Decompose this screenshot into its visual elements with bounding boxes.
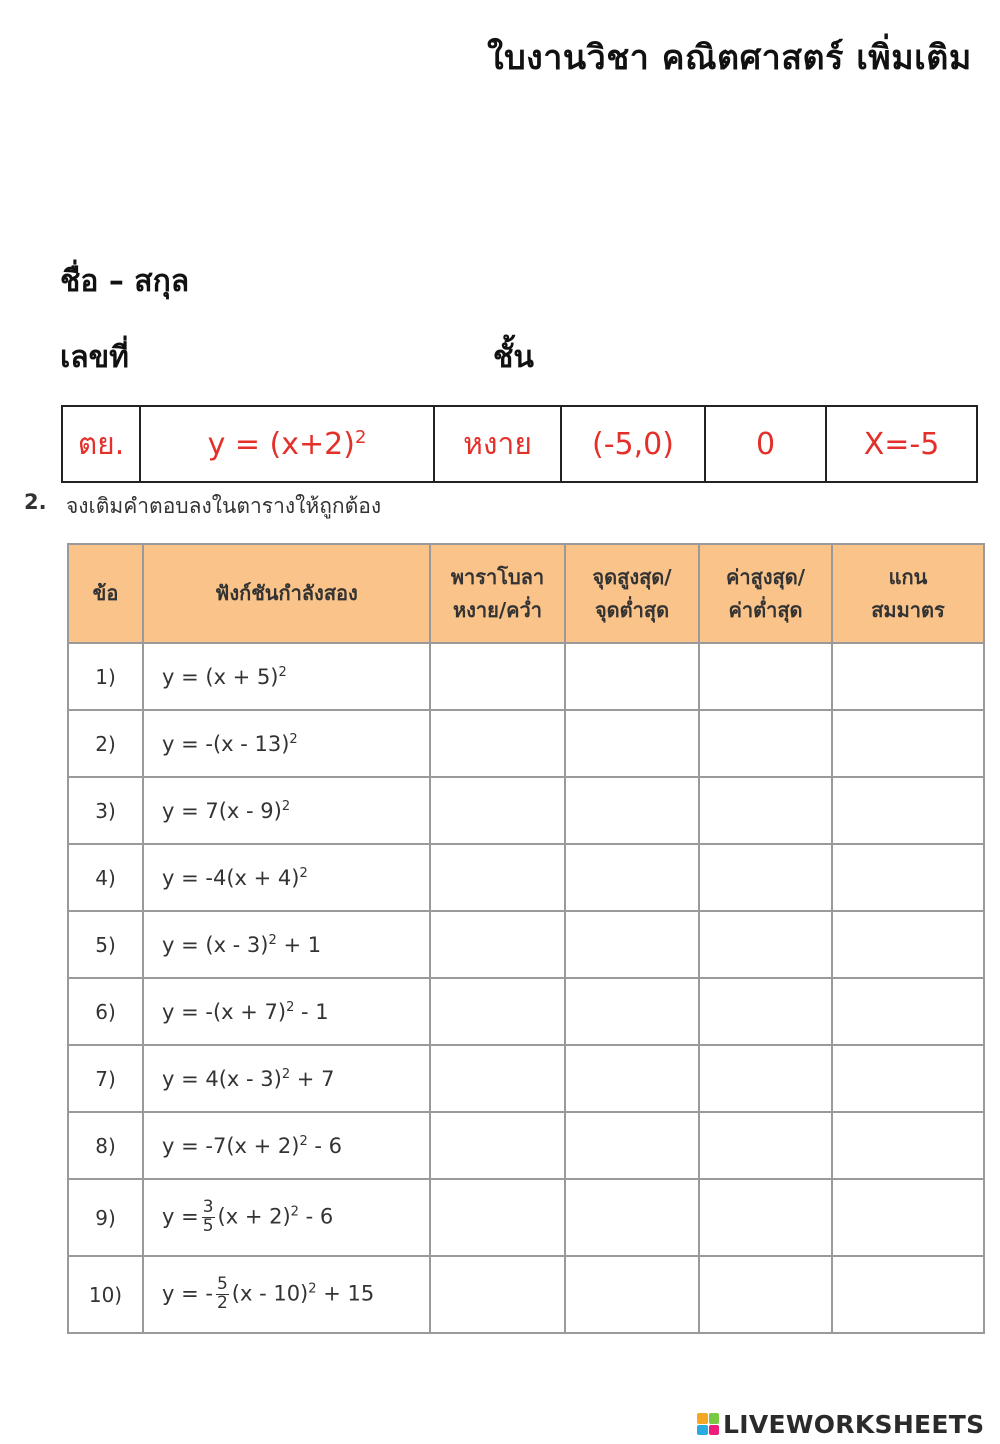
answer-vertex-cell[interactable] xyxy=(565,1112,699,1179)
header-extreme-value: ค่าสูงสุด/ ค่าต่ำสุด xyxy=(699,544,832,643)
table-row xyxy=(68,1112,984,1179)
answer-direction-cell[interactable] xyxy=(430,777,565,844)
fraction: $\frac{5}{2}$ xyxy=(216,1274,228,1313)
answer-direction-cell[interactable] xyxy=(430,1179,565,1256)
answer-extreme-cell[interactable] xyxy=(699,1179,832,1256)
example-row-table xyxy=(61,405,978,483)
row-number: 6) xyxy=(68,978,143,1045)
question-instruction: จงเติมคำตอบลงในตารางให้ถูกต้อง xyxy=(66,494,382,518)
example-function: $y = (x+2)^2$ xyxy=(140,406,434,482)
liveworksheets-logo xyxy=(697,1407,984,1441)
answer-direction-cell[interactable] xyxy=(430,710,565,777)
answer-extreme-cell[interactable] xyxy=(699,710,832,777)
table-row xyxy=(68,911,984,978)
table-row xyxy=(68,643,984,710)
answer-axis-cell[interactable] xyxy=(832,1112,984,1179)
liveworksheets-icon xyxy=(697,1413,719,1435)
table-row xyxy=(68,978,984,1045)
answer-extreme-cell[interactable] xyxy=(699,777,832,844)
answer-axis-cell[interactable] xyxy=(832,911,984,978)
answer-direction-cell[interactable] xyxy=(430,978,565,1045)
answer-extreme-cell[interactable] xyxy=(699,1112,832,1179)
answer-vertex-cell[interactable] xyxy=(565,1179,699,1256)
answer-extreme-cell[interactable] xyxy=(699,1256,832,1333)
row-number: 9) xyxy=(68,1179,143,1256)
answer-direction-cell[interactable] xyxy=(430,643,565,710)
row-function: y = - $\frac{5}{2}$ (x - 10)$^2$ + 15 xyxy=(143,1256,430,1333)
class-label: ชั้น xyxy=(493,340,534,375)
answer-vertex-cell[interactable] xyxy=(565,1045,699,1112)
answer-vertex-cell[interactable] xyxy=(565,777,699,844)
answer-axis-cell[interactable] xyxy=(832,710,984,777)
header-item-number: ข้อ xyxy=(68,544,143,643)
row-number: 2) xyxy=(68,710,143,777)
table-row xyxy=(68,844,984,911)
answer-axis-cell[interactable] xyxy=(832,643,984,710)
row-number: 5) xyxy=(68,911,143,978)
answer-vertex-cell[interactable] xyxy=(565,643,699,710)
answer-extreme-cell[interactable] xyxy=(699,978,832,1045)
row-number: 1) xyxy=(68,643,143,710)
row-function: y = 4(x - 3)$^2$ + 7 xyxy=(143,1045,430,1112)
answer-axis-cell[interactable] xyxy=(832,777,984,844)
row-number: 4) xyxy=(68,844,143,911)
example-vertex: (-5,0) xyxy=(561,406,705,482)
answer-direction-cell[interactable] xyxy=(430,844,565,911)
answer-axis-cell[interactable] xyxy=(832,1256,984,1333)
example-shape: หงาย xyxy=(434,406,561,482)
table-header-row xyxy=(68,544,984,643)
answer-table xyxy=(67,543,985,1334)
row-function: y = (x - 3)$^2$ + 1 xyxy=(143,911,430,978)
example-axis: X=-5 xyxy=(826,406,977,482)
answer-extreme-cell[interactable] xyxy=(699,643,832,710)
table-row xyxy=(68,710,984,777)
table-row xyxy=(68,1045,984,1112)
answer-extreme-cell[interactable] xyxy=(699,844,832,911)
header-vertex: จุดสูงสุด/ จุดต่ำสุด xyxy=(565,544,699,643)
answer-direction-cell[interactable] xyxy=(430,911,565,978)
worksheet-title: ใบงานวิชา คณิตศาสตร์ เพิ่มเติม xyxy=(487,38,972,78)
row-number: 10) xyxy=(68,1256,143,1333)
answer-axis-cell[interactable] xyxy=(832,1179,984,1256)
row-function: $y = -7(x + 2)^2 - 6$ xyxy=(143,1112,430,1179)
answer-vertex-cell[interactable] xyxy=(565,911,699,978)
answer-vertex-cell[interactable] xyxy=(565,710,699,777)
row-function: y = -(x - 13)$^2$ xyxy=(143,710,430,777)
header-parabola-direction: พาราโบลา หงาย/คว่ำ xyxy=(430,544,565,643)
table-row xyxy=(68,1179,984,1256)
header-axis-of-symmetry: แกน สมมาตร xyxy=(832,544,984,643)
example-row xyxy=(62,406,977,482)
example-extreme-value: 0 xyxy=(705,406,826,482)
row-function: y = $\frac{3}{5}$ $(x + 2)^2 - 6$ xyxy=(143,1179,430,1256)
answer-vertex-cell[interactable] xyxy=(565,844,699,911)
answer-direction-cell[interactable] xyxy=(430,1045,565,1112)
name-label: ชื่อ – สกุล xyxy=(60,264,190,299)
row-function: y = 7(x - 9)$^2$ xyxy=(143,777,430,844)
answer-axis-cell[interactable] xyxy=(832,1045,984,1112)
row-number: 8) xyxy=(68,1112,143,1179)
table-body xyxy=(68,643,984,1333)
question-number: 2. xyxy=(24,490,47,514)
table-row xyxy=(68,777,984,844)
answer-extreme-cell[interactable] xyxy=(699,1045,832,1112)
row-function: $y = -4(x + 4)^2$ xyxy=(143,844,430,911)
answer-vertex-cell[interactable] xyxy=(565,978,699,1045)
table-row xyxy=(68,1256,984,1333)
header-function: ฟังก์ชันกำลังสอง xyxy=(143,544,430,643)
row-function: $y = (x + 5)^2$ xyxy=(143,643,430,710)
answer-extreme-cell[interactable] xyxy=(699,911,832,978)
example-label: ตย. xyxy=(62,406,140,482)
answer-vertex-cell[interactable] xyxy=(565,1256,699,1333)
answer-direction-cell[interactable] xyxy=(430,1112,565,1179)
row-number: 7) xyxy=(68,1045,143,1112)
fraction: $\frac{3}{5}$ xyxy=(202,1197,214,1236)
answer-direction-cell[interactable] xyxy=(430,1256,565,1333)
row-function: $y = -(x + 7)^2 - 1$ xyxy=(143,978,430,1045)
row-number: 3) xyxy=(68,777,143,844)
brand-name: LIVEWORKSHEETS xyxy=(723,1409,985,1439)
student-number-label: เลขที่ xyxy=(60,340,129,375)
answer-axis-cell[interactable] xyxy=(832,844,984,911)
answer-axis-cell[interactable] xyxy=(832,978,984,1045)
